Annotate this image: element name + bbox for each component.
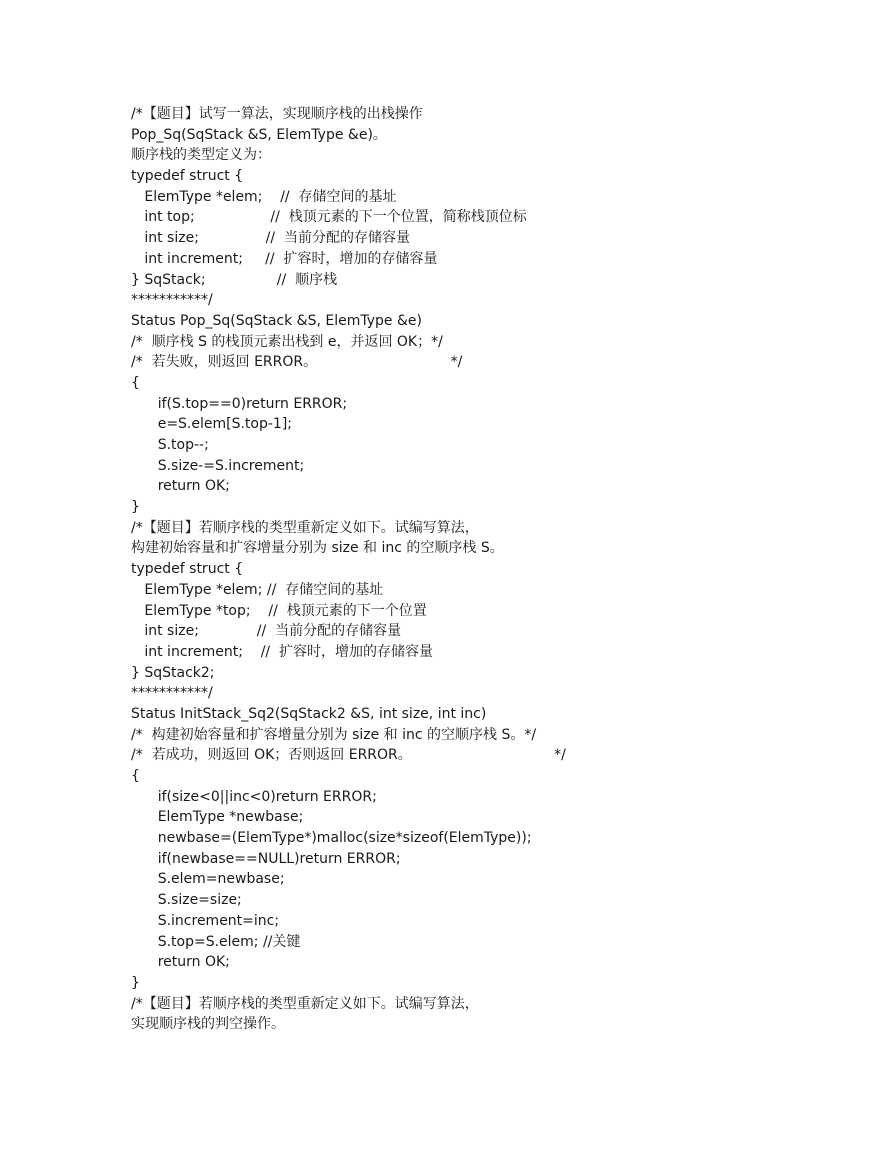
text-line: ElemType *newbase;	[131, 809, 304, 826]
text-line: return OK;	[131, 478, 230, 495]
text-line: ElemType *elem; // 存储空间的基址	[131, 581, 384, 598]
text-line: {	[131, 374, 140, 391]
text-line: ElemType *elem; // 存储空间的基址	[131, 188, 397, 205]
text-line: newbase=(ElemType*)malloc(size*sizeof(ElemType));	[131, 830, 532, 847]
text-line: 实现顺序栈的判空操作。	[131, 1016, 285, 1033]
text-line: {	[131, 768, 140, 784]
text-line: S.top--;	[131, 437, 209, 453]
text-line: if(newbase==NULL)return ERROR;	[131, 850, 401, 867]
text-line: /*【题目】若顺序栈的类型重新定义如下。试编写算法，	[131, 519, 479, 536]
text-line: S.size=size;	[131, 892, 242, 909]
text-line: if(S.top==0)return ERROR;	[131, 395, 348, 412]
text-line: int increment; // 扩容时，增加的存储容量	[131, 250, 438, 267]
text-line: }	[131, 974, 140, 991]
document-text	[131, 104, 851, 1035]
text-line: /* 若失败，则返回 ERROR。 */	[131, 354, 463, 371]
text-line: /*【题目】若顺序栈的类型重新定义如下。试编写算法，	[131, 995, 479, 1012]
text-line: e=S.elem[S.top-1];	[131, 416, 293, 433]
text-line: int size; // 当前分配的存储容量	[131, 230, 411, 247]
text-line: ***********/	[131, 292, 213, 309]
text-line: Pop_Sq(SqStack &S, ElemType &e)。	[131, 126, 387, 143]
text-line: } SqStack2;	[131, 664, 215, 681]
text-line: typedef struct {	[131, 561, 244, 578]
text-line: S.top=S.elem; //关键	[131, 933, 301, 950]
text-line: S.increment=inc;	[131, 912, 280, 929]
text-line: 构建初始容量和扩容增量分别为 size 和 inc 的空顺序栈 S。	[131, 540, 504, 557]
text-line: /* 顺序栈 S 的栈顶元素出栈到 e，并返回 OK；*/	[131, 333, 443, 350]
text-line: ***********/	[131, 685, 213, 702]
text-line: return OK;	[131, 954, 230, 971]
text-line: }	[131, 499, 140, 516]
text-line: S.elem=newbase;	[131, 871, 285, 888]
text-line: /* 构建初始容量和扩容增量分别为 size 和 inc 的空顺序栈 S。*/	[131, 726, 537, 743]
text-line: /*【题目】试写一算法，实现顺序栈的出栈操作	[131, 106, 423, 122]
text-line: if(size<0||inc<0)return ERROR;	[131, 788, 377, 805]
text-line: Status Pop_Sq(SqStack &S, ElemType &e)	[131, 312, 422, 329]
text-line: /* 若成功，则返回 OK；否则返回 ERROR。 */	[131, 747, 566, 764]
text-line: int size; // 当前分配的存储容量	[131, 623, 402, 640]
text-line: Status InitStack_Sq2(SqStack2 &S, int size, int inc)	[131, 705, 487, 722]
text-line: 顺序栈的类型定义为：	[131, 147, 271, 164]
text-line: S.size-=S.increment;	[131, 457, 305, 474]
text-line: } SqStack; // 顺序栈	[131, 271, 338, 288]
text-line: int increment; // 扩容时，增加的存储容量	[131, 643, 434, 660]
text-line: ElemType *top; // 栈顶元素的下一个位置	[131, 602, 427, 619]
text-line: int top; // 栈顶元素的下一个位置，简称栈顶位标	[131, 209, 527, 226]
text-line: typedef struct {	[131, 168, 244, 185]
